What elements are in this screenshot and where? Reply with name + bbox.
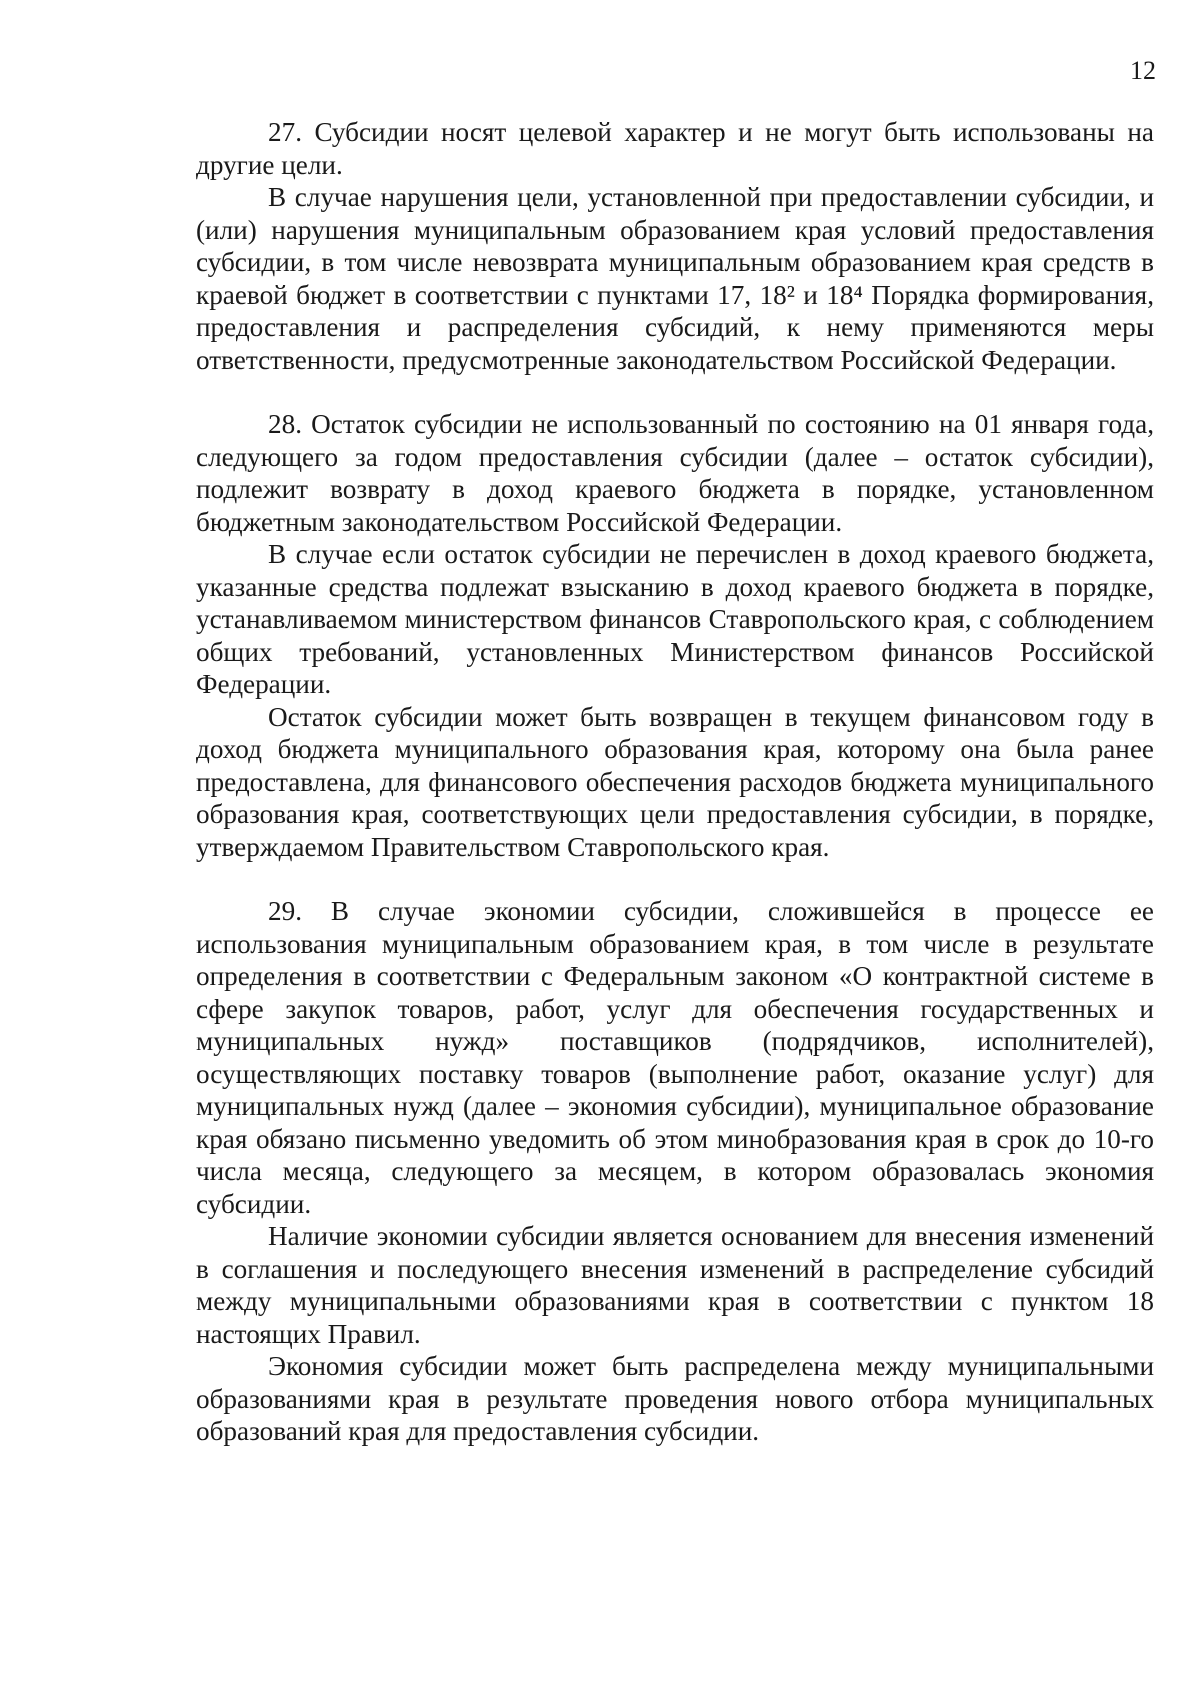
paragraph: Экономия субсидии может быть распределена между муниципальными образованиями края в результате проведения нового отбора муниципальных образований края для предоставления субсидии. <box>196 1351 1154 1446</box>
section-27 <box>196 116 1154 376</box>
paragraph: В случае нарушения цели, установленной при предоставлении субсидии, и (или) нарушения муниципальным образованием края условий предоставления субсидии, в том числе невозврата муниципальным образованием края средств в краевой бюджет в соответствии с пунктами 17, 18² и 18⁴ Порядка формирования, предоставления и распределения субсидий, к нему применяются меры ответственности, предусмотренные законодательством Российской Федерации. <box>196 182 1154 375</box>
paragraph: 28. Остаток субсидии не использованный по состоянию на 01 января года, следующего за годом предоставления субсидии (далее – остаток субсидии), подлежит возврату в доход краевого бюджета в порядке, установленном бюджетным законодательством Российской Федерации. <box>196 409 1154 537</box>
page-number: 12 <box>1130 56 1156 85</box>
paragraph: 27. Субсидии носят целевой характер и не могут быть использованы на другие цели. <box>196 117 1154 180</box>
paragraph: Наличие экономии субсидии является основанием для внесения изменений в соглашения и последующего внесения изменений в распределение субсидий между муниципальными образованиями края в соответствии с пунктом 18 настоящих Правил. <box>196 1221 1154 1349</box>
paragraph: Остаток субсидии может быть возвращен в текущем финансовом году в доход бюджета муниципального образования края, которому она была ранее предоставлена, для финансового обеспечения расходов бюджета муниципального образования края, соответствующих цели предоставления субсидии, в порядке, утверждаемом Правительством Ставропольского края. <box>196 701 1154 862</box>
section-29 <box>196 895 1154 1448</box>
section-28 <box>196 408 1154 863</box>
paragraph: В случае если остаток субсидии не перечислен в доход краевого бюджета, указанные средства подлежат взысканию в доход краевого бюджета в порядке, устанавливаемом министерством финансов Ставропольского края, с соблюдением общих требований, установленных Министерством финансов Российской Федерации. <box>196 539 1154 699</box>
paragraph: 29. В случае экономии субсидии, сложившейся в процессе ее использования муниципальным образованием края, в том числе в результате определения в соответствии с Федеральным законом «О контрактной системе в сфере закупок товаров, работ, услуг для обеспечения государственных и муниципальных нужд» поставщиков (подрядчиков, исполнителей), осуществляющих поставку товаров (выполнение работ, оказание услуг) для муниципальных нужд (далее – экономия субсидии), муниципальное образование края обязано письменно уведомить об этом минобразования края в срок до 10-го числа месяца, следующего за месяцем, в котором образовалась экономия субсидии. <box>196 896 1154 1219</box>
document-body <box>196 116 1154 1448</box>
